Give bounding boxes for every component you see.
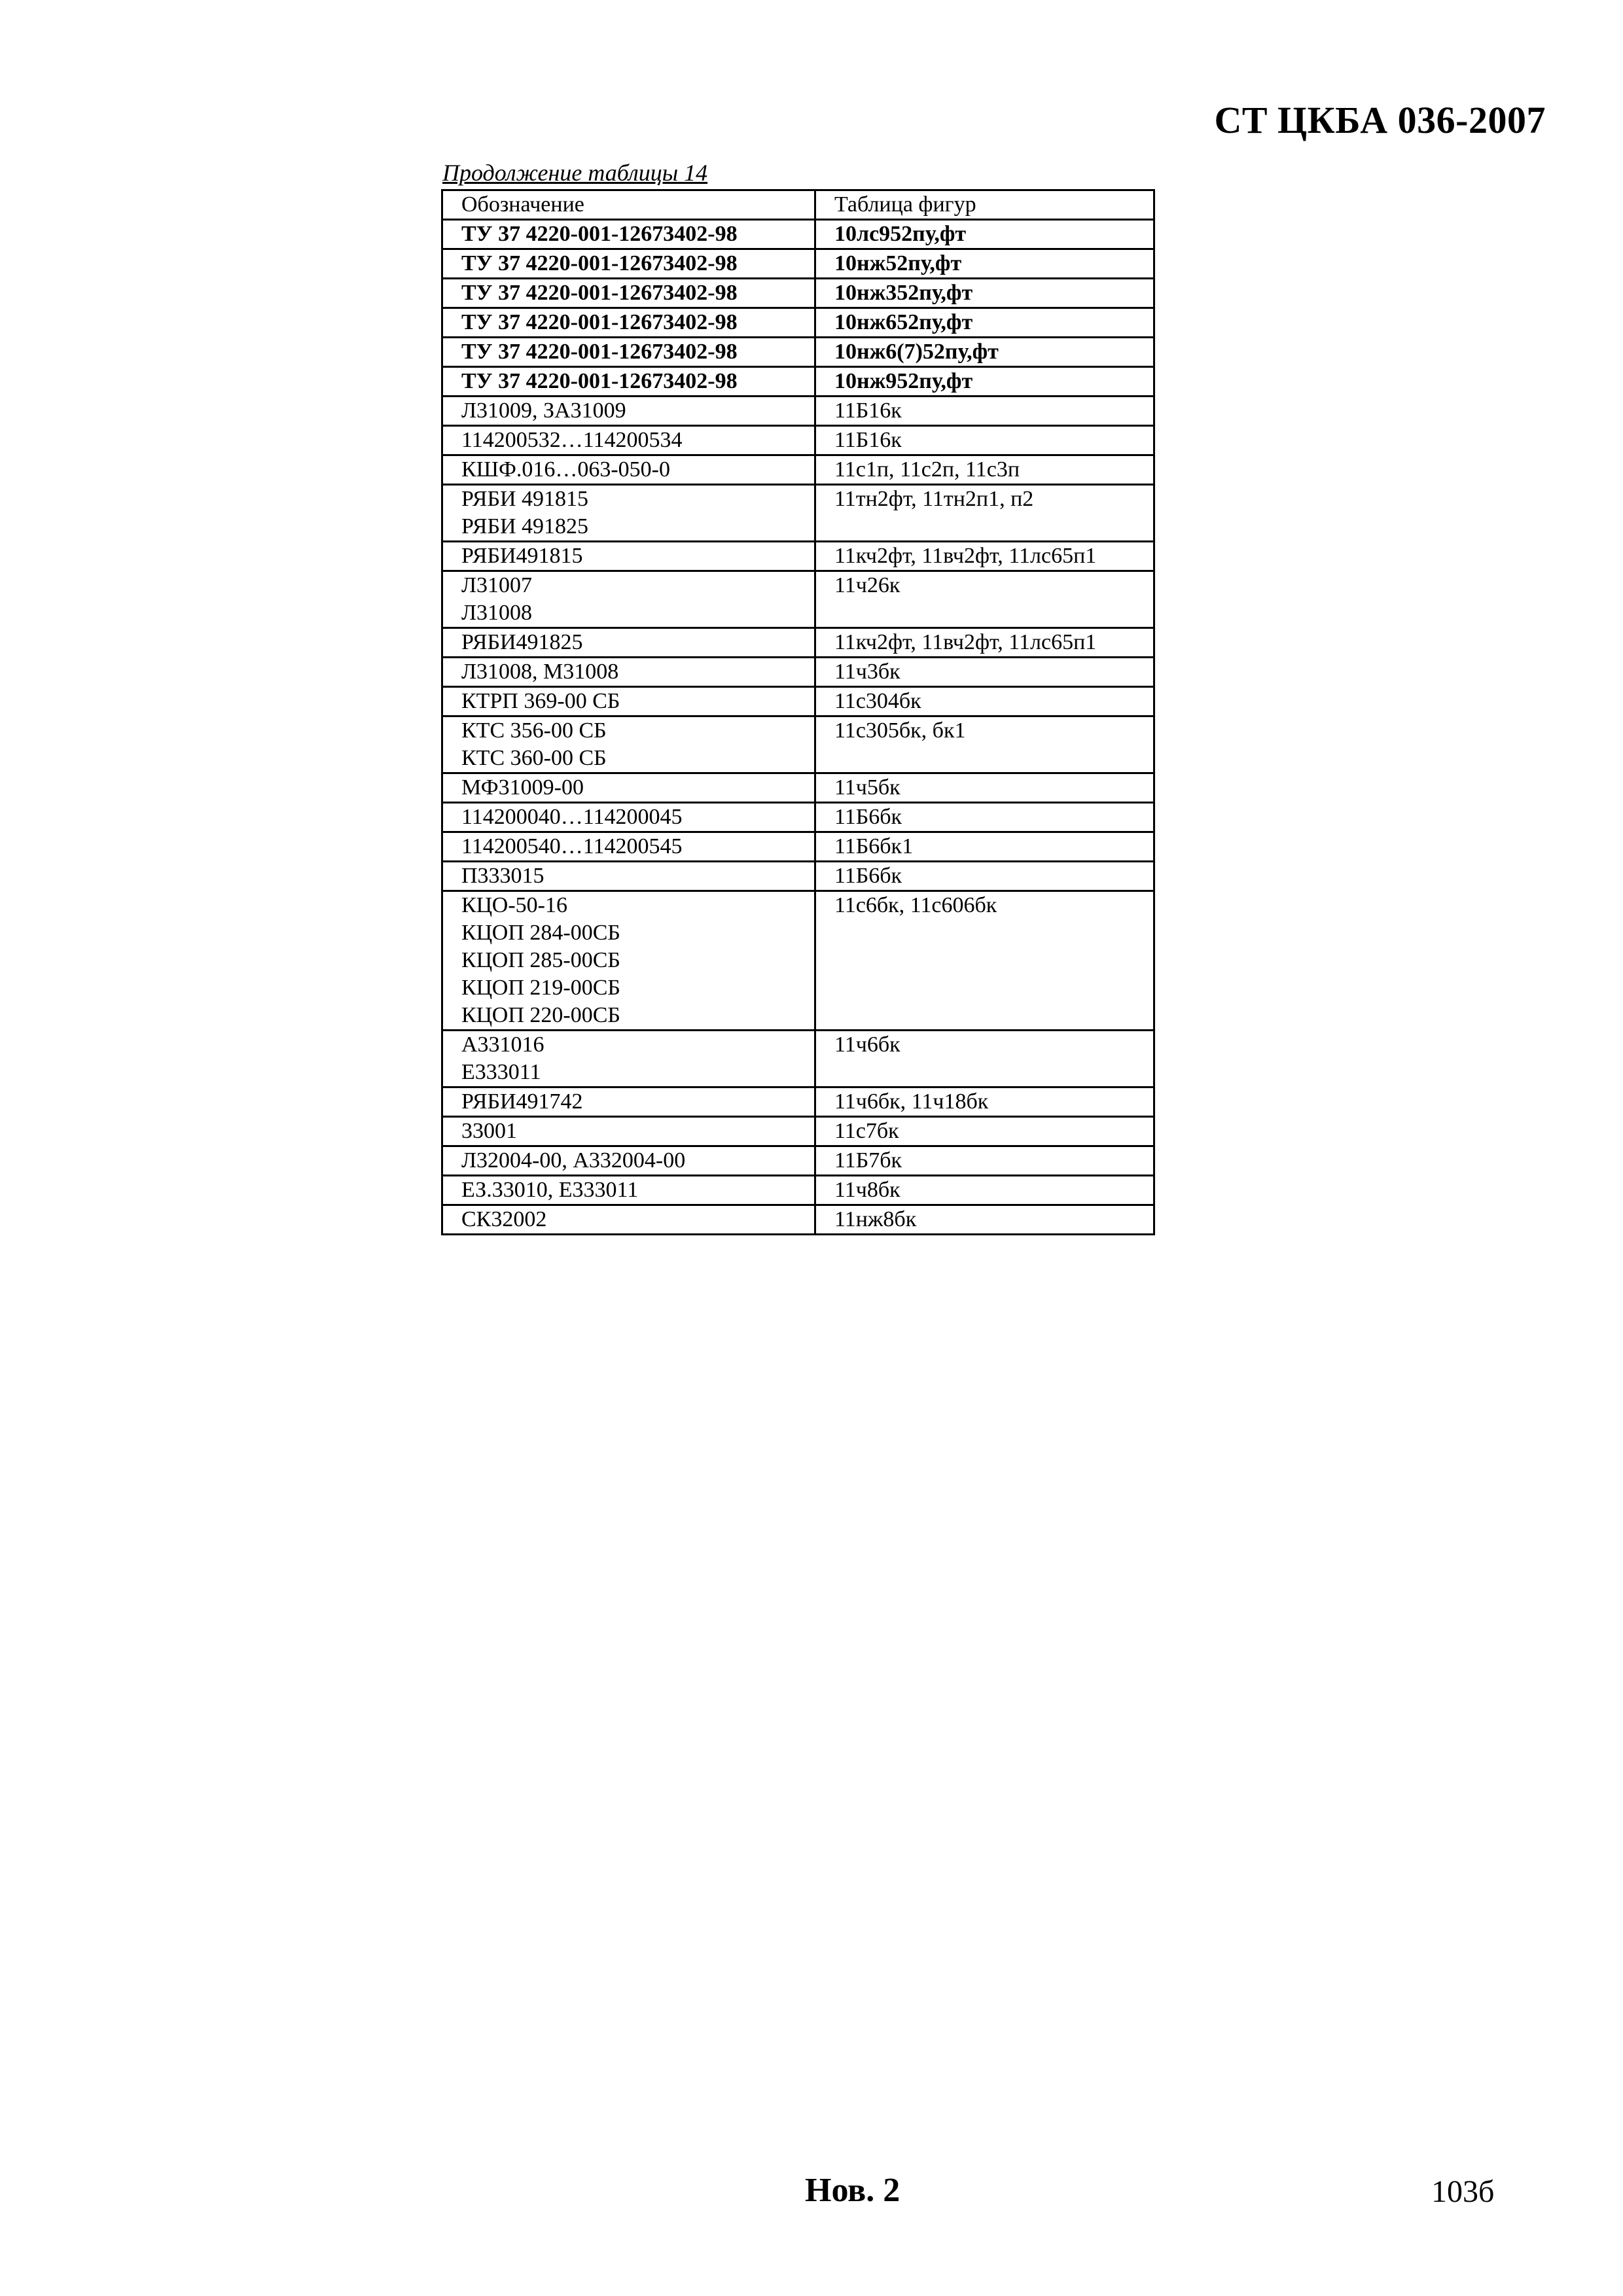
table-row [442,773,1154,803]
figures-cell-line: 11ч3бк [834,660,901,684]
table-row [442,249,1154,279]
column-header-designation: Обозначение [442,190,815,220]
figures-cell-line: 11Б7бк [834,1148,902,1173]
figures-cell [815,716,1154,773]
figures-cell-line: 11кч2фт, 11вч2фт, 11лс65п1 [834,544,1097,568]
figures-table [441,189,1155,1235]
figures-cell-line: 10нж6(7)52пу,фт [834,340,999,364]
designation-cell [442,397,815,426]
designation-cell [442,571,815,628]
designation-cell-line: РЯБИ491825 [461,630,583,654]
designation-cell-line: ТУ 37 4220-001-12673402-98 [461,310,738,334]
figures-cell [815,485,1154,542]
table-row [442,571,1154,628]
table-row [442,542,1154,571]
page-number: 103б [1431,2174,1495,2209]
designation-cell-line: КЦО-50-16 [461,893,567,917]
designation-cell [442,279,815,308]
designation-cell [442,1117,815,1146]
designation-cell-line: ТУ 37 4220-001-12673402-98 [461,251,738,275]
figures-cell [815,1176,1154,1205]
designation-cell-line: ТУ 37 4220-001-12673402-98 [461,340,738,364]
designation-cell-line: Л31009, ЗА31009 [461,398,626,423]
figures-cell-line: 11Б16к [834,428,902,452]
table-row [442,1087,1154,1117]
designation-cell-line: ТУ 37 4220-001-12673402-98 [461,369,738,393]
figures-cell [815,891,1154,1031]
designation-cell-line: ТУ 37 4220-001-12673402-98 [461,222,738,246]
figures-cell-line: 11с304бк [834,689,921,713]
table-row [442,279,1154,308]
designation-cell-line: ЕЗ.33010, Е333011 [461,1178,639,1202]
table-row [442,832,1154,862]
figures-cell [815,367,1154,397]
figures-cell-line: 11Б6бк [834,864,902,888]
figures-cell [815,832,1154,862]
designation-cell-line: 33001 [461,1119,517,1143]
figures-cell [815,542,1154,571]
figures-cell-line: 10нж652пу,фт [834,310,973,334]
table-row [442,485,1154,542]
designation-cell [442,1176,815,1205]
designation-cell-line: КТС 356-00 СБ [461,718,607,743]
figures-cell [815,1087,1154,1117]
revision-mark: Нов. 2 [805,2172,901,2209]
designation-cell [442,485,815,542]
table-row [442,658,1154,687]
figures-cell-line: 10нж352пу,фт [834,281,973,305]
table-row [442,338,1154,367]
figures-cell-line: 11кч2фт, 11вч2фт, 11лс65п1 [834,630,1097,654]
designation-cell-line: 114200532…114200534 [461,428,683,452]
designation-cell [442,1205,815,1235]
designation-cell-line: КШФ.016…063-050-0 [461,457,670,482]
figures-cell-line: 11нж8бк [834,1207,917,1231]
designation-cell-line: КЦОП 220-00СБ [461,1003,620,1027]
figures-cell [815,455,1154,485]
table-row [442,687,1154,716]
designation-cell [442,249,815,279]
figures-cell [815,249,1154,279]
designation-cell [442,455,815,485]
figures-cell-line: 11с7бк [834,1119,899,1143]
figures-cell [815,279,1154,308]
figures-cell [815,628,1154,658]
figures-cell-line: 10нж952пу,фт [834,369,973,393]
table-row [442,220,1154,249]
table-row [442,1205,1154,1235]
designation-cell [442,1031,815,1087]
designation-cell [442,773,815,803]
designation-cell-line: Л31008, М31008 [461,660,619,684]
figures-cell [815,862,1154,891]
designation-cell-line: КЦОП 219-00СБ [461,976,620,1000]
table-row [442,862,1154,891]
figures-cell-line: 10лс952пу,фт [834,222,967,246]
designation-cell-line: А331016 [461,1033,544,1057]
designation-cell [442,862,815,891]
designation-cell-line: КЦОП 285-00СБ [461,948,620,972]
table-row [442,1031,1154,1087]
designation-cell [442,542,815,571]
designation-cell-line: Л31007 [461,573,533,597]
designation-cell [442,308,815,338]
figures-cell-line: 11с1п, 11с2п, 11с3п [834,457,1020,482]
designation-cell-line: КТРП 369-00 СБ [461,689,620,713]
designation-cell [442,426,815,455]
designation-cell-line: 114200040…114200045 [461,805,683,829]
figures-cell-line: 11с6бк, 11с606бк [834,893,997,917]
table-row [442,397,1154,426]
designation-cell [442,658,815,687]
figures-cell-line: 11тн2фт, 11тн2п1, п2 [834,487,1034,511]
designation-cell-line: ТУ 37 4220-001-12673402-98 [461,281,738,305]
table-row [442,803,1154,832]
designation-cell [442,220,815,249]
figures-cell-line: 11ч8бк [834,1178,901,1202]
table-caption: Продолжение таблицы 14 [442,160,708,186]
designation-cell-line: МФ31009-00 [461,775,584,800]
figures-cell-line: 11ч5бк [834,775,901,800]
designation-cell [442,891,815,1031]
figures-cell-line: 11ч6бк [834,1033,901,1057]
designation-cell-line: РЯБИ 491825 [461,514,589,539]
figures-cell [815,308,1154,338]
designation-cell [442,1087,815,1117]
figures-cell [815,571,1154,628]
figures-cell [815,803,1154,832]
figures-cell [815,687,1154,716]
designation-cell [442,1146,815,1176]
designation-cell-line: П333015 [461,864,544,888]
designation-cell-line: КЦОП 284-00СБ [461,921,620,945]
designation-cell-line: РЯБИ491815 [461,544,583,568]
figures-cell [815,658,1154,687]
designation-cell [442,367,815,397]
table-header-row [442,190,1154,220]
figures-cell [815,1031,1154,1087]
table-row [442,455,1154,485]
figures-cell [815,220,1154,249]
designation-cell [442,628,815,658]
designation-cell [442,832,815,862]
designation-cell [442,803,815,832]
designation-cell-line: Л32004-00, А332004-00 [461,1148,686,1173]
figures-cell [815,338,1154,367]
designation-cell-line: РЯБИ491742 [461,1089,583,1114]
table-row [442,308,1154,338]
figures-cell [815,397,1154,426]
figures-cell-line: 11Б16к [834,398,902,423]
figures-cell-line: 10нж52пу,фт [834,251,962,275]
figures-cell-line: 11с305бк, бк1 [834,718,966,743]
table-row [442,1146,1154,1176]
figures-cell-line: 11Б6бк [834,805,902,829]
designation-cell-line: СК32002 [461,1207,547,1231]
table-row [442,1176,1154,1205]
table-row [442,367,1154,397]
figures-cell-line: 11ч26к [834,573,901,597]
figures-cell [815,1146,1154,1176]
designation-cell [442,338,815,367]
designation-cell-line: РЯБИ 491815 [461,487,589,511]
table-row [442,426,1154,455]
figures-cell-line: 11ч6бк, 11ч18бк [834,1089,989,1114]
table-row [442,1117,1154,1146]
designation-cell-line: 114200540…114200545 [461,834,683,858]
document-code: СТ ЦКБА 036-2007 [1214,99,1546,141]
column-header-figures: Таблица фигур [815,190,1154,220]
table-row [442,628,1154,658]
designation-cell-line: Е333011 [461,1060,541,1084]
figures-cell [815,426,1154,455]
figures-cell [815,1205,1154,1235]
designation-cell-line: КТС 360-00 СБ [461,746,607,770]
figures-cell [815,773,1154,803]
figures-cell-line: 11Б6бк1 [834,834,914,858]
table-row [442,716,1154,773]
designation-cell [442,687,815,716]
figures-cell [815,1117,1154,1146]
designation-cell [442,716,815,773]
table-row [442,891,1154,1031]
designation-cell-line: Л31008 [461,601,533,625]
